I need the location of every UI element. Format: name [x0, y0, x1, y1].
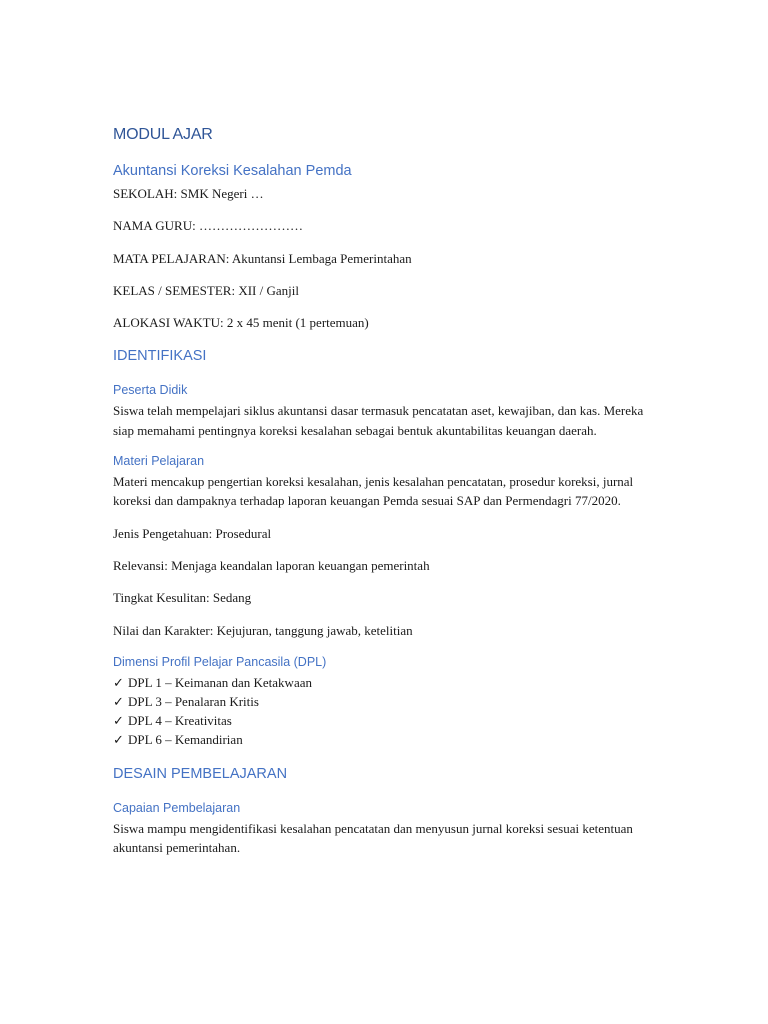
- info-alokasi-waktu: ALOKASI WAKTU: 2 x 45 menit (1 pertemuan): [113, 315, 369, 331]
- info-kelas-semester: KELAS / SEMESTER: XII / Ganjil: [113, 282, 299, 298]
- checkmark-icon: ✓: [113, 674, 124, 690]
- checkmark-icon: ✓: [113, 712, 124, 728]
- checkmark-icon: ✓: [113, 731, 124, 747]
- section-identifikasi-heading: IDENTIFIKASI: [113, 348, 207, 365]
- info-sekolah: SEKOLAH: SMK Negeri …: [113, 186, 264, 201]
- peserta-didik-text: Siswa telah mempelajari siklus akuntansi dasar termasuk pencatatan aset, kewajiban, dan kas. Mereka siap memahami pentingnya koreksi kesalahan sebagai bentuk akuntabilitas keuangan daerah.: [113, 403, 644, 438]
- materi-pelajaran-heading: Materi Pelajaran: [113, 454, 205, 469]
- nilai-karakter: Nilai dan Karakter: Kejujuran, tanggung jawab, ketelitian: [113, 622, 413, 638]
- materi-pelajaran-text: Materi mencakup pengertian koreksi kesalahan, jenis kesalahan pencatatan, prosedur koreksi, jurnal koreksi dan dampaknya terhadap laporan keuangan Pemda sesuai SAP dan Permendagri 77/2020.: [113, 474, 634, 509]
- capaian-heading: Capaian Pembelajaran: [113, 800, 241, 815]
- document-content: [113, 124, 653, 857]
- tingkat-kesulitan: Tingkat Kesulitan: Sedang: [113, 590, 252, 606]
- dpl-item-label: DPL 6 – Kemandirian: [128, 731, 243, 747]
- list-item: [113, 692, 653, 711]
- dpl-heading: Dimensi Profil Pelajar Pancasila (DPL): [113, 654, 327, 669]
- relevansi: Relevansi: Menjaga keandalan laporan keuangan pemerintah: [113, 557, 430, 573]
- section-desain-heading: DESAIN PEMBELAJARAN: [113, 765, 288, 782]
- list-item: [113, 673, 653, 692]
- peserta-didik-heading: Peserta Didik: [113, 383, 188, 398]
- info-nama-guru: NAMA GURU: ……………………: [113, 218, 303, 234]
- jenis-pengetahuan: Jenis Pengetahuan: Prosedural: [113, 525, 272, 541]
- doc-subtitle: Akuntansi Koreksi Kesalahan Pemda: [113, 163, 352, 179]
- dpl-item-label: DPL 4 – Kreativitas: [128, 712, 232, 728]
- dpl-item-label: DPL 1 – Keimanan dan Ketakwaan: [128, 674, 312, 690]
- doc-title: MODUL AJAR: [113, 126, 213, 143]
- list-item: [113, 711, 653, 730]
- list-item: [113, 730, 653, 749]
- checkmark-icon: ✓: [113, 693, 124, 709]
- dpl-list: [113, 673, 653, 749]
- info-mata-pelajaran: MATA PELAJARAN: Akuntansi Lembaga Pemerintahan: [113, 250, 412, 266]
- capaian-text: Siswa mampu mengidentifikasi kesalahan pencatatan dan menyusun jurnal koreksi sesuai ketentuan akuntansi pemerintahan.: [113, 820, 633, 856]
- dpl-item-label: DPL 3 – Penalaran Kritis: [128, 693, 259, 709]
